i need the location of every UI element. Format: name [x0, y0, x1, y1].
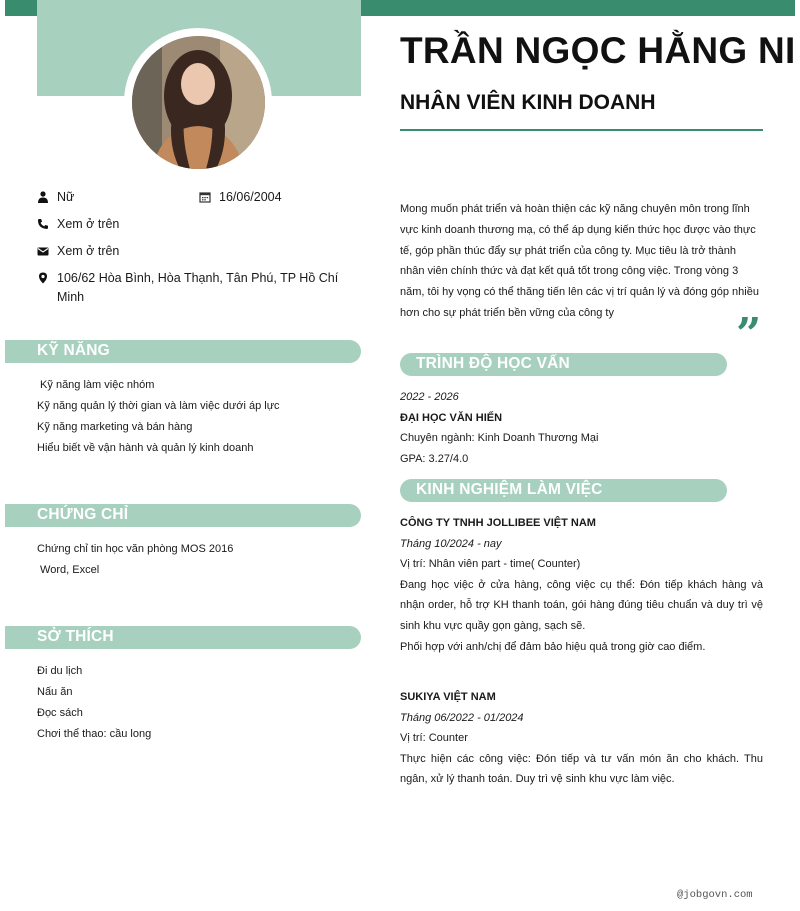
- quote-close-icon: ”: [736, 309, 762, 360]
- education-period: 2022 - 2026: [400, 391, 459, 403]
- contact-phone: [37, 217, 119, 234]
- contact-address: [37, 271, 367, 307]
- skills-list: [37, 375, 280, 459]
- gender-value: Nữ: [57, 190, 75, 204]
- skill-item: Kỹ năng marketing và bán hàng: [37, 421, 193, 433]
- person-icon: [37, 191, 49, 203]
- experience-position: Vị trí: Nhân viên part - time( Counter): [400, 558, 581, 571]
- avatar-photo: [132, 36, 265, 169]
- career-objective: Mong muốn phát triển và hoàn thiện các kỹ năng chuyên môn trong lĩnh vực kinh doanh thương mạ, có thể áp dụng kiến thức học được vào thực tế, góp phần thúc đẩy sự phát triển của công ty. Mục tiêu là trở thành nhân viên chính thức và đạt kết quả tốt trong công việc. Trong vòng 3 năm, tôi hy vọng có thể thăng tiến lên các vị trí quản lý và đóng góp nhiều hơn cho sự phát triển bền vững của công ty: [400, 203, 759, 319]
- education-school: ĐẠI HỌC VĂN HIẾN: [400, 411, 503, 424]
- certificate-item: Chứng chỉ tin học văn phòng MOS 2016: [37, 543, 234, 555]
- email-value: Xem ở trên: [57, 244, 120, 258]
- education-major: Chuyên ngành: Kinh Doanh Thương Mại: [400, 432, 599, 445]
- experience-company: CÔNG TY TNHH JOLLIBEE VIỆT NAM: [400, 517, 596, 529]
- skill-item: Kỹ năng làm việc nhóm: [37, 379, 155, 391]
- title-divider: [400, 129, 763, 131]
- skill-item: Kỹ năng quản lý thời gian và làm việc dưới áp lực: [37, 400, 280, 412]
- experience-position: Vị trí: Counter: [400, 732, 468, 745]
- experience-company: SUKIYA VIỆT NAM: [400, 691, 496, 703]
- contact-birthday: [199, 190, 282, 207]
- education-title: TRÌNH ĐỘ HỌC VẤN: [416, 355, 570, 372]
- hobbies-title: SỞ THÍCH: [37, 628, 114, 645]
- experience-description: Đang học việc ở cửa hàng, công việc cụ thể: Đón tiếp khách hàng và nhận order, hỗ trợ KH thanh toán, gói hàng đúng tiêu chuẩn và duy trì vệ sinh khu vực quầy gọn gàng, sạch sẽ.: [400, 578, 763, 632]
- skill-item: Hiểu biết về vận hành và quản lý kinh doanh: [37, 442, 254, 454]
- experience-period: Tháng 06/2022 - 01/2024: [400, 711, 524, 724]
- candidate-name: TRẦN NGỌC HẰNG NI: [400, 30, 796, 71]
- phone-icon: [37, 218, 49, 230]
- footer-watermark: @jobgovn.com: [677, 889, 753, 901]
- map-pin-icon: [37, 272, 49, 284]
- hobby-item: Đọc sách: [37, 707, 83, 719]
- birthday-value: 16/06/2004: [219, 190, 282, 204]
- certificates-title: CHỨNG CHỈ: [37, 506, 129, 523]
- experience-entry: [400, 687, 763, 790]
- skills-header: [5, 340, 361, 363]
- hobby-item: Đi du lịch: [37, 665, 83, 677]
- hobby-item: Nấu ăn: [37, 686, 73, 698]
- certificates-header: [5, 504, 361, 527]
- phone-value: Xem ở trên: [57, 217, 120, 231]
- job-title: NHÂN VIÊN KINH DOANH: [400, 91, 656, 114]
- experience-header: [400, 479, 727, 502]
- hobbies-list: [37, 661, 151, 745]
- address-value: 106/62 Hòa Bình, Hòa Thạnh, Tân Phú, TP Hồ Chí Minh: [57, 271, 339, 304]
- certificates-list: [37, 539, 233, 581]
- hobby-item: Chơi thể thao: cầu long: [37, 728, 152, 740]
- contact-gender: [37, 190, 74, 207]
- hobbies-header: [5, 626, 361, 649]
- avatar: [132, 36, 265, 169]
- envelope-icon: [37, 245, 49, 257]
- education-gpa: GPA: 3.27/4.0: [400, 452, 469, 465]
- education-entry: [400, 387, 763, 469]
- experience-description-extra: Phối hợp với anh/chị để đảm bảo hiệu quả trong giờ cao điểm.: [400, 640, 706, 653]
- experience-period: Tháng 10/2024 - nay: [400, 537, 502, 550]
- contact-email: [37, 244, 119, 261]
- experience-description: Thực hiện các công việc: Đón tiếp và tư vấn món ăn cho khách. Thu ngân, xử lý thanh toán. Duy trì vệ sinh khu vực làm việc.: [400, 752, 763, 786]
- experience-title: KINH NGHIỆM LÀM VIỆC: [416, 481, 603, 498]
- certificate-item: Word, Excel: [37, 564, 100, 576]
- education-header: [400, 353, 727, 376]
- skills-title: KỸ NĂNG: [37, 342, 110, 359]
- experience-entry: [400, 513, 763, 657]
- calendar-icon: [199, 191, 211, 203]
